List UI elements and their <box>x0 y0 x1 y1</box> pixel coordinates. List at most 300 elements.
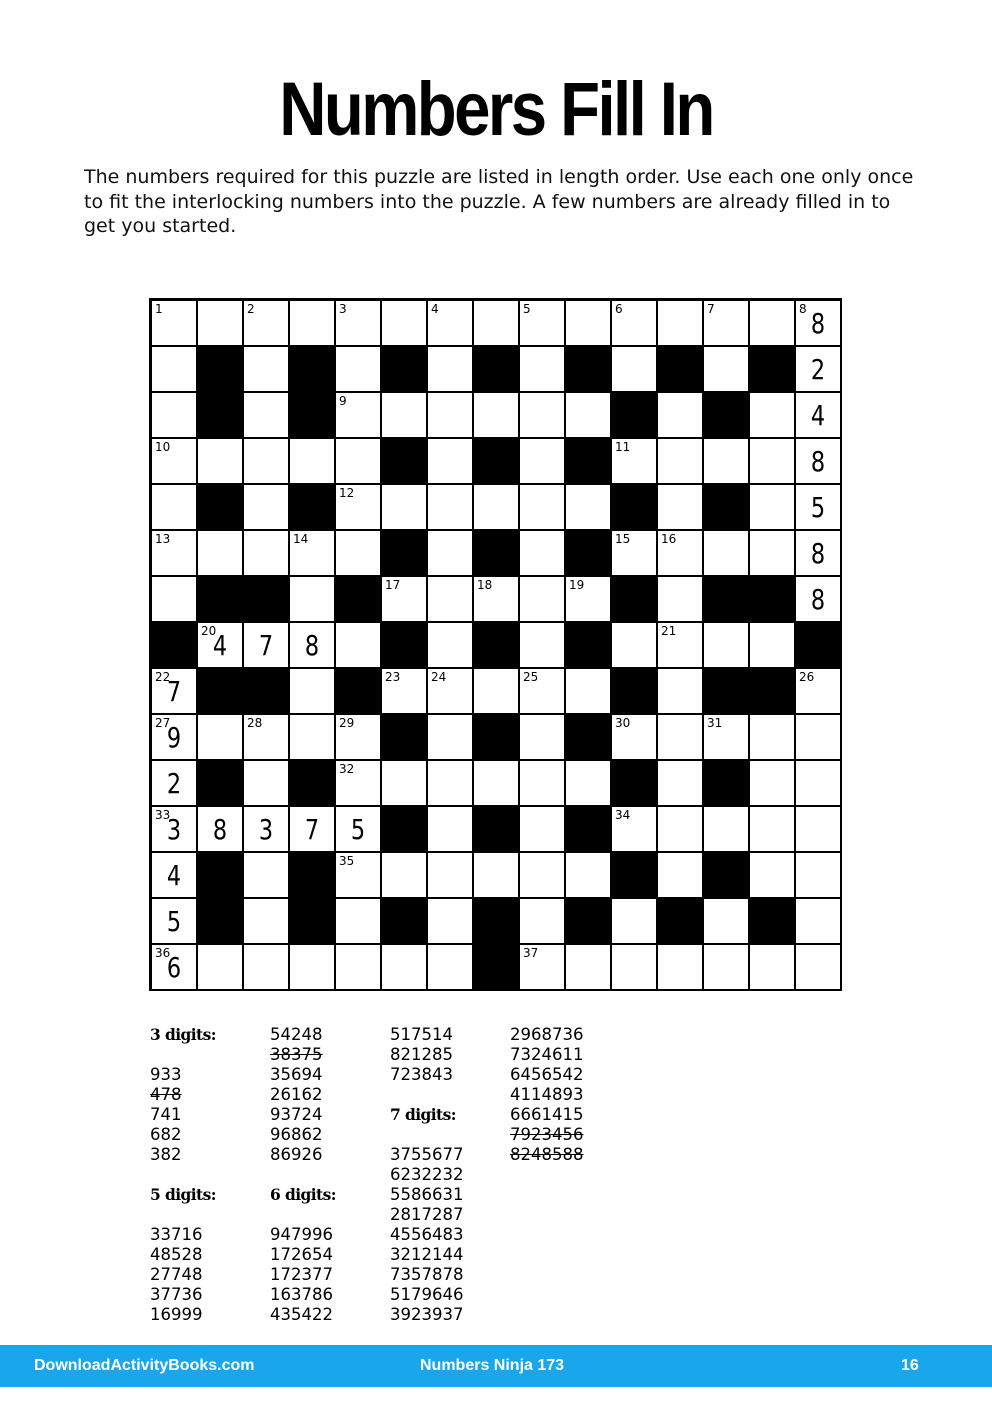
number-entry[interactable]: 741 <box>150 1105 182 1124</box>
grid-cell[interactable] <box>750 393 796 439</box>
clue-number: 6 <box>615 302 623 316</box>
grid-cell[interactable] <box>428 439 474 485</box>
number-entry[interactable]: 96862 <box>270 1125 323 1144</box>
grid-block <box>382 715 428 761</box>
grid-cell[interactable] <box>290 531 336 577</box>
grid-cell[interactable] <box>244 853 290 899</box>
grid-cell[interactable] <box>290 945 336 991</box>
grid-block <box>198 853 244 899</box>
grid-cell[interactable] <box>244 623 290 669</box>
grid-cell[interactable] <box>658 577 704 623</box>
grid-cell[interactable] <box>796 577 842 623</box>
grid-block <box>566 439 612 485</box>
number-entry[interactable]: 6661415 <box>510 1105 584 1124</box>
number-entry[interactable]: 3212144 <box>390 1245 464 1264</box>
grid-block <box>198 347 244 393</box>
grid-cell[interactable] <box>336 853 382 899</box>
grid-cell[interactable] <box>796 853 842 899</box>
grid-cell[interactable] <box>428 669 474 715</box>
grid-cell[interactable] <box>612 899 658 945</box>
grid-cell[interactable] <box>612 531 658 577</box>
grid-block <box>290 485 336 531</box>
grid-cell[interactable] <box>244 439 290 485</box>
grid-cell[interactable] <box>750 485 796 531</box>
grid-cell[interactable] <box>612 945 658 991</box>
grid-cell[interactable] <box>152 439 198 485</box>
clue-number: 3 <box>339 302 347 316</box>
grid-cell[interactable] <box>704 531 750 577</box>
number-entry[interactable]: 93724 <box>270 1105 323 1124</box>
grid-cell[interactable] <box>198 301 244 347</box>
grid-cell[interactable] <box>152 577 198 623</box>
grid-cell[interactable] <box>520 945 566 991</box>
grid-cell[interactable] <box>658 945 704 991</box>
grid-block <box>290 761 336 807</box>
grid-cell[interactable] <box>566 485 612 531</box>
grid-block <box>382 623 428 669</box>
list-column <box>270 1025 390 1325</box>
grid-cell[interactable] <box>704 439 750 485</box>
grid-cell[interactable] <box>612 439 658 485</box>
grid-cell[interactable] <box>244 807 290 853</box>
grid-cell[interactable] <box>520 393 566 439</box>
number-entry[interactable]: 2968736 <box>510 1025 584 1044</box>
grid-cell[interactable] <box>612 347 658 393</box>
number-entry[interactable]: 5179646 <box>390 1285 464 1304</box>
number-entry[interactable]: 517514 <box>390 1025 453 1044</box>
given-digit: 8 <box>304 629 320 662</box>
grid-cell[interactable] <box>244 715 290 761</box>
grid-cell[interactable] <box>612 623 658 669</box>
grid-cell[interactable] <box>382 853 428 899</box>
grid-cell[interactable] <box>520 439 566 485</box>
grid-cell[interactable] <box>382 669 428 715</box>
grid-cell[interactable] <box>566 761 612 807</box>
grid-cell[interactable] <box>520 485 566 531</box>
grid-cell[interactable] <box>520 669 566 715</box>
grid-cell[interactable] <box>290 715 336 761</box>
grid-block <box>750 347 796 393</box>
grid-block <box>382 347 428 393</box>
grid-cell[interactable] <box>750 531 796 577</box>
grid-cell[interactable] <box>428 853 474 899</box>
number-entry[interactable]: 682 <box>150 1125 182 1144</box>
given-digit: 4 <box>166 859 182 892</box>
grid-cell[interactable] <box>428 761 474 807</box>
grid-cell[interactable] <box>566 577 612 623</box>
grid-block <box>382 807 428 853</box>
list-spacer <box>150 1205 270 1225</box>
number-entry[interactable]: 35694 <box>270 1065 323 1084</box>
page-title: Numbers Fill In <box>279 67 713 152</box>
grid-cell[interactable] <box>520 715 566 761</box>
number-entry[interactable]: 2817287 <box>390 1205 464 1224</box>
clue-number: 2 <box>247 302 255 316</box>
given-digit: 8 <box>212 813 228 846</box>
clue-number: 34 <box>615 808 631 822</box>
grid-block <box>658 347 704 393</box>
grid-cell[interactable] <box>382 485 428 531</box>
grid-block <box>612 485 658 531</box>
grid-cell[interactable] <box>152 945 198 991</box>
grid-cell[interactable] <box>796 715 842 761</box>
grid-cell[interactable] <box>244 945 290 991</box>
grid-cell[interactable] <box>428 807 474 853</box>
number-entry[interactable]: 821285 <box>390 1045 453 1064</box>
number-entry[interactable]: 7357878 <box>390 1265 464 1284</box>
footer-site-link[interactable]: DownloadActivityBooks.com <box>34 1357 255 1374</box>
number-entry[interactable]: 382 <box>150 1145 182 1164</box>
grid-cell[interactable] <box>474 669 520 715</box>
grid-cell[interactable] <box>198 531 244 577</box>
number-entry[interactable]: 172377 <box>270 1265 333 1284</box>
grid-cell[interactable] <box>796 347 842 393</box>
grid-cell[interactable] <box>658 393 704 439</box>
footer-page-number: 16 <box>901 1357 919 1374</box>
grid-cell[interactable] <box>658 669 704 715</box>
grid-cell[interactable] <box>704 945 750 991</box>
clue-number: 8 <box>799 302 807 316</box>
grid-cell[interactable] <box>198 945 244 991</box>
grid-cell[interactable] <box>520 301 566 347</box>
grid-block <box>382 439 428 485</box>
grid-cell[interactable] <box>658 853 704 899</box>
grid-block <box>566 531 612 577</box>
grid-block <box>612 853 658 899</box>
grid-cell[interactable] <box>750 715 796 761</box>
grid-cell[interactable] <box>750 945 796 991</box>
grid-cell[interactable] <box>566 669 612 715</box>
grid-cell[interactable] <box>796 669 842 715</box>
clue-number: 35 <box>339 854 355 868</box>
grid-cell[interactable] <box>290 623 336 669</box>
given-digit: 8 <box>810 307 826 340</box>
grid-cell[interactable] <box>566 945 612 991</box>
grid-cell[interactable] <box>658 485 704 531</box>
grid-cell[interactable] <box>428 485 474 531</box>
grid-cell[interactable] <box>336 715 382 761</box>
given-digit: 9 <box>166 721 182 754</box>
grid-block <box>796 623 842 669</box>
given-digit: 2 <box>810 353 826 386</box>
number-entry[interactable]: 54248 <box>270 1025 323 1044</box>
grid-block <box>704 485 750 531</box>
clue-number: 23 <box>385 670 401 684</box>
grid-cell[interactable] <box>290 807 336 853</box>
number-entry[interactable]: 6232232 <box>390 1165 464 1184</box>
grid-block <box>290 853 336 899</box>
grid-cell[interactable] <box>750 761 796 807</box>
list-spacer <box>390 1085 510 1105</box>
number-entry[interactable]: 6456542 <box>510 1065 584 1084</box>
number-entry[interactable]: 947996 <box>270 1225 333 1244</box>
grid-block <box>704 669 750 715</box>
clue-number: 22 <box>155 670 171 684</box>
grid-block <box>658 899 704 945</box>
grid-cell[interactable] <box>152 485 198 531</box>
given-digit: 8 <box>810 537 826 570</box>
grid-cell[interactable] <box>152 669 198 715</box>
clue-number: 12 <box>339 486 355 500</box>
grid-block <box>198 669 244 715</box>
grid-cell[interactable] <box>750 301 796 347</box>
given-digit: 8 <box>810 445 826 478</box>
grid-block <box>290 393 336 439</box>
number-entry[interactable]: 5586631 <box>390 1185 464 1204</box>
grid-block <box>612 761 658 807</box>
grid-cell[interactable] <box>290 439 336 485</box>
grid-cell[interactable] <box>520 531 566 577</box>
number-entry[interactable]: 163786 <box>270 1285 333 1304</box>
grid-cell[interactable] <box>796 531 842 577</box>
grid-cell[interactable] <box>566 301 612 347</box>
grid-cell[interactable] <box>244 301 290 347</box>
grid-cell[interactable] <box>244 347 290 393</box>
grid-cell[interactable] <box>428 577 474 623</box>
clue-number: 17 <box>385 578 401 592</box>
grid-cell[interactable] <box>796 485 842 531</box>
grid-cell[interactable] <box>428 347 474 393</box>
list-column <box>390 1025 510 1325</box>
grid-cell[interactable] <box>382 761 428 807</box>
grid-cell[interactable] <box>474 301 520 347</box>
given-digit: 5 <box>350 813 366 846</box>
given-digit: 2 <box>166 767 182 800</box>
given-digit: 7 <box>304 813 320 846</box>
clue-number: 9 <box>339 394 347 408</box>
puzzle-grid <box>149 298 842 991</box>
grid-cell[interactable] <box>244 761 290 807</box>
grid-cell[interactable] <box>658 531 704 577</box>
grid-cell[interactable] <box>750 439 796 485</box>
grid-cell[interactable] <box>428 945 474 991</box>
grid-cell[interactable] <box>520 807 566 853</box>
grid-cell[interactable] <box>428 393 474 439</box>
number-entry[interactable]: 26162 <box>270 1085 323 1104</box>
grid-cell[interactable] <box>336 945 382 991</box>
given-digit: 5 <box>810 491 826 524</box>
grid-block <box>750 669 796 715</box>
grid-cell[interactable] <box>336 347 382 393</box>
footer-bar <box>0 1345 992 1387</box>
grid-cell[interactable] <box>152 393 198 439</box>
number-entry-used[interactable]: 8248588 <box>510 1145 584 1164</box>
grid-cell[interactable] <box>658 623 704 669</box>
number-entry[interactable]: 3755677 <box>390 1145 464 1164</box>
grid-cell[interactable] <box>198 439 244 485</box>
clue-number: 21 <box>661 624 677 638</box>
grid-cell[interactable] <box>336 393 382 439</box>
grid-cell[interactable] <box>796 899 842 945</box>
grid-cell[interactable] <box>428 623 474 669</box>
grid-cell[interactable] <box>658 715 704 761</box>
grid-block <box>198 899 244 945</box>
grid-cell[interactable] <box>704 347 750 393</box>
grid-cell[interactable] <box>152 301 198 347</box>
number-entry[interactable]: 48528 <box>150 1245 203 1264</box>
list-column <box>510 1025 630 1165</box>
grid-cell[interactable] <box>796 761 842 807</box>
clue-number: 20 <box>201 624 217 638</box>
grid-cell[interactable] <box>428 899 474 945</box>
grid-cell[interactable] <box>612 715 658 761</box>
list-spacer <box>270 1165 390 1185</box>
grid-cell[interactable] <box>520 761 566 807</box>
list-spacer <box>270 1205 390 1225</box>
grid-cell[interactable] <box>750 623 796 669</box>
grid-cell[interactable] <box>474 577 520 623</box>
grid-cell[interactable] <box>474 853 520 899</box>
grid-cell[interactable] <box>336 485 382 531</box>
grid-cell[interactable] <box>152 715 198 761</box>
grid-cell[interactable] <box>474 761 520 807</box>
number-entry[interactable]: 4114893 <box>510 1085 584 1104</box>
grid-cell[interactable] <box>152 347 198 393</box>
instructions: The numbers required for this puzzle are listed in length order. Use each one only once to fit the interlocking numbers into the puzzle. A few numbers are already filled in to get you started. <box>84 166 914 237</box>
grid-cell[interactable] <box>704 301 750 347</box>
grid-cell[interactable] <box>612 301 658 347</box>
grid-cell[interactable] <box>796 439 842 485</box>
grid-cell[interactable] <box>198 715 244 761</box>
grid-cell[interactable] <box>750 853 796 899</box>
grid-block <box>244 577 290 623</box>
grid-block <box>750 899 796 945</box>
grid-block <box>474 807 520 853</box>
number-lists <box>150 1025 750 1335</box>
grid-cell[interactable] <box>244 531 290 577</box>
grid-cell[interactable] <box>566 853 612 899</box>
grid-cell[interactable] <box>152 761 198 807</box>
number-entry[interactable]: 37736 <box>150 1285 203 1304</box>
grid-cell[interactable] <box>244 393 290 439</box>
grid-cell[interactable] <box>244 485 290 531</box>
grid-block <box>566 347 612 393</box>
number-entry[interactable]: 7324611 <box>510 1045 584 1064</box>
grid-cell[interactable] <box>198 807 244 853</box>
grid-cell[interactable] <box>704 715 750 761</box>
grid-cell[interactable] <box>382 577 428 623</box>
digit-group-heading: 3 digits: <box>150 1025 216 1044</box>
grid-block <box>566 899 612 945</box>
grid-cell[interactable] <box>336 899 382 945</box>
grid-cell[interactable] <box>612 807 658 853</box>
grid-cell[interactable] <box>152 899 198 945</box>
grid-cell[interactable] <box>520 899 566 945</box>
grid-cell[interactable] <box>658 761 704 807</box>
grid-cell[interactable] <box>704 899 750 945</box>
number-entry[interactable]: 4556483 <box>390 1225 464 1244</box>
clue-number: 26 <box>799 670 815 684</box>
digit-group-heading: 6 digits: <box>270 1185 336 1204</box>
grid-cell[interactable] <box>336 807 382 853</box>
grid-cell[interactable] <box>796 301 842 347</box>
grid-cell[interactable] <box>428 715 474 761</box>
grid-cell[interactable] <box>152 807 198 853</box>
grid-cell[interactable] <box>290 577 336 623</box>
grid-cell[interactable] <box>382 393 428 439</box>
grid-cell[interactable] <box>336 761 382 807</box>
clue-number: 5 <box>523 302 531 316</box>
grid-cell[interactable] <box>520 577 566 623</box>
clue-number: 13 <box>155 532 171 546</box>
grid-cell[interactable] <box>428 301 474 347</box>
grid-block <box>244 669 290 715</box>
grid-block <box>612 577 658 623</box>
grid-block <box>704 853 750 899</box>
given-digit: 5 <box>166 905 182 938</box>
grid-cell[interactable] <box>336 439 382 485</box>
grid-cell[interactable] <box>336 623 382 669</box>
clue-number: 27 <box>155 716 171 730</box>
number-entry[interactable]: 86926 <box>270 1145 323 1164</box>
grid-cell[interactable] <box>658 439 704 485</box>
number-entry[interactable]: 933 <box>150 1065 182 1084</box>
grid-cell[interactable] <box>520 853 566 899</box>
grid-cell[interactable] <box>796 807 842 853</box>
number-entry-used[interactable]: 478 <box>150 1085 182 1104</box>
given-digit: 8 <box>810 583 826 616</box>
grid-cell[interactable] <box>336 301 382 347</box>
grid-cell[interactable] <box>152 853 198 899</box>
grid-cell[interactable] <box>750 807 796 853</box>
number-entry-used[interactable]: 38375 <box>270 1045 323 1064</box>
grid-block <box>198 577 244 623</box>
number-entry[interactable]: 172654 <box>270 1245 333 1264</box>
number-entry[interactable]: 27748 <box>150 1265 203 1284</box>
grid-cell[interactable] <box>474 393 520 439</box>
grid-cell[interactable] <box>520 623 566 669</box>
clue-number: 37 <box>523 946 539 960</box>
grid-cell[interactable] <box>796 945 842 991</box>
grid-block <box>474 623 520 669</box>
grid-cell[interactable] <box>796 393 842 439</box>
given-digit: 3 <box>166 813 182 846</box>
grid-cell[interactable] <box>382 945 428 991</box>
grid-cell[interactable] <box>244 899 290 945</box>
number-entry[interactable]: 16999 <box>150 1305 203 1324</box>
grid-cell[interactable] <box>336 531 382 577</box>
grid-cell[interactable] <box>520 347 566 393</box>
grid-cell[interactable] <box>428 531 474 577</box>
grid-cell[interactable] <box>658 301 704 347</box>
number-entry-used[interactable]: 7923456 <box>510 1125 584 1144</box>
number-entry[interactable]: 3923937 <box>390 1305 464 1324</box>
list-spacer <box>150 1165 270 1185</box>
clue-number: 29 <box>339 716 355 730</box>
grid-block <box>704 761 750 807</box>
grid-cell[interactable] <box>704 623 750 669</box>
number-entry[interactable]: 435422 <box>270 1305 333 1324</box>
grid-cell[interactable] <box>290 669 336 715</box>
grid-block <box>198 393 244 439</box>
clue-number: 11 <box>615 440 631 454</box>
grid-cell[interactable] <box>474 485 520 531</box>
grid-cell[interactable] <box>290 301 336 347</box>
given-digit: 7 <box>258 629 274 662</box>
number-entry[interactable]: 33716 <box>150 1225 203 1244</box>
grid-cell[interactable] <box>382 301 428 347</box>
grid-cell[interactable] <box>566 393 612 439</box>
clue-number: 1 <box>155 302 163 316</box>
grid-cell[interactable] <box>658 807 704 853</box>
grid-cell[interactable] <box>704 807 750 853</box>
number-entry[interactable]: 723843 <box>390 1065 453 1084</box>
grid-cell[interactable] <box>198 623 244 669</box>
grid-block <box>382 531 428 577</box>
grid-block <box>612 669 658 715</box>
grid-cell[interactable] <box>152 531 198 577</box>
clue-number: 15 <box>615 532 631 546</box>
